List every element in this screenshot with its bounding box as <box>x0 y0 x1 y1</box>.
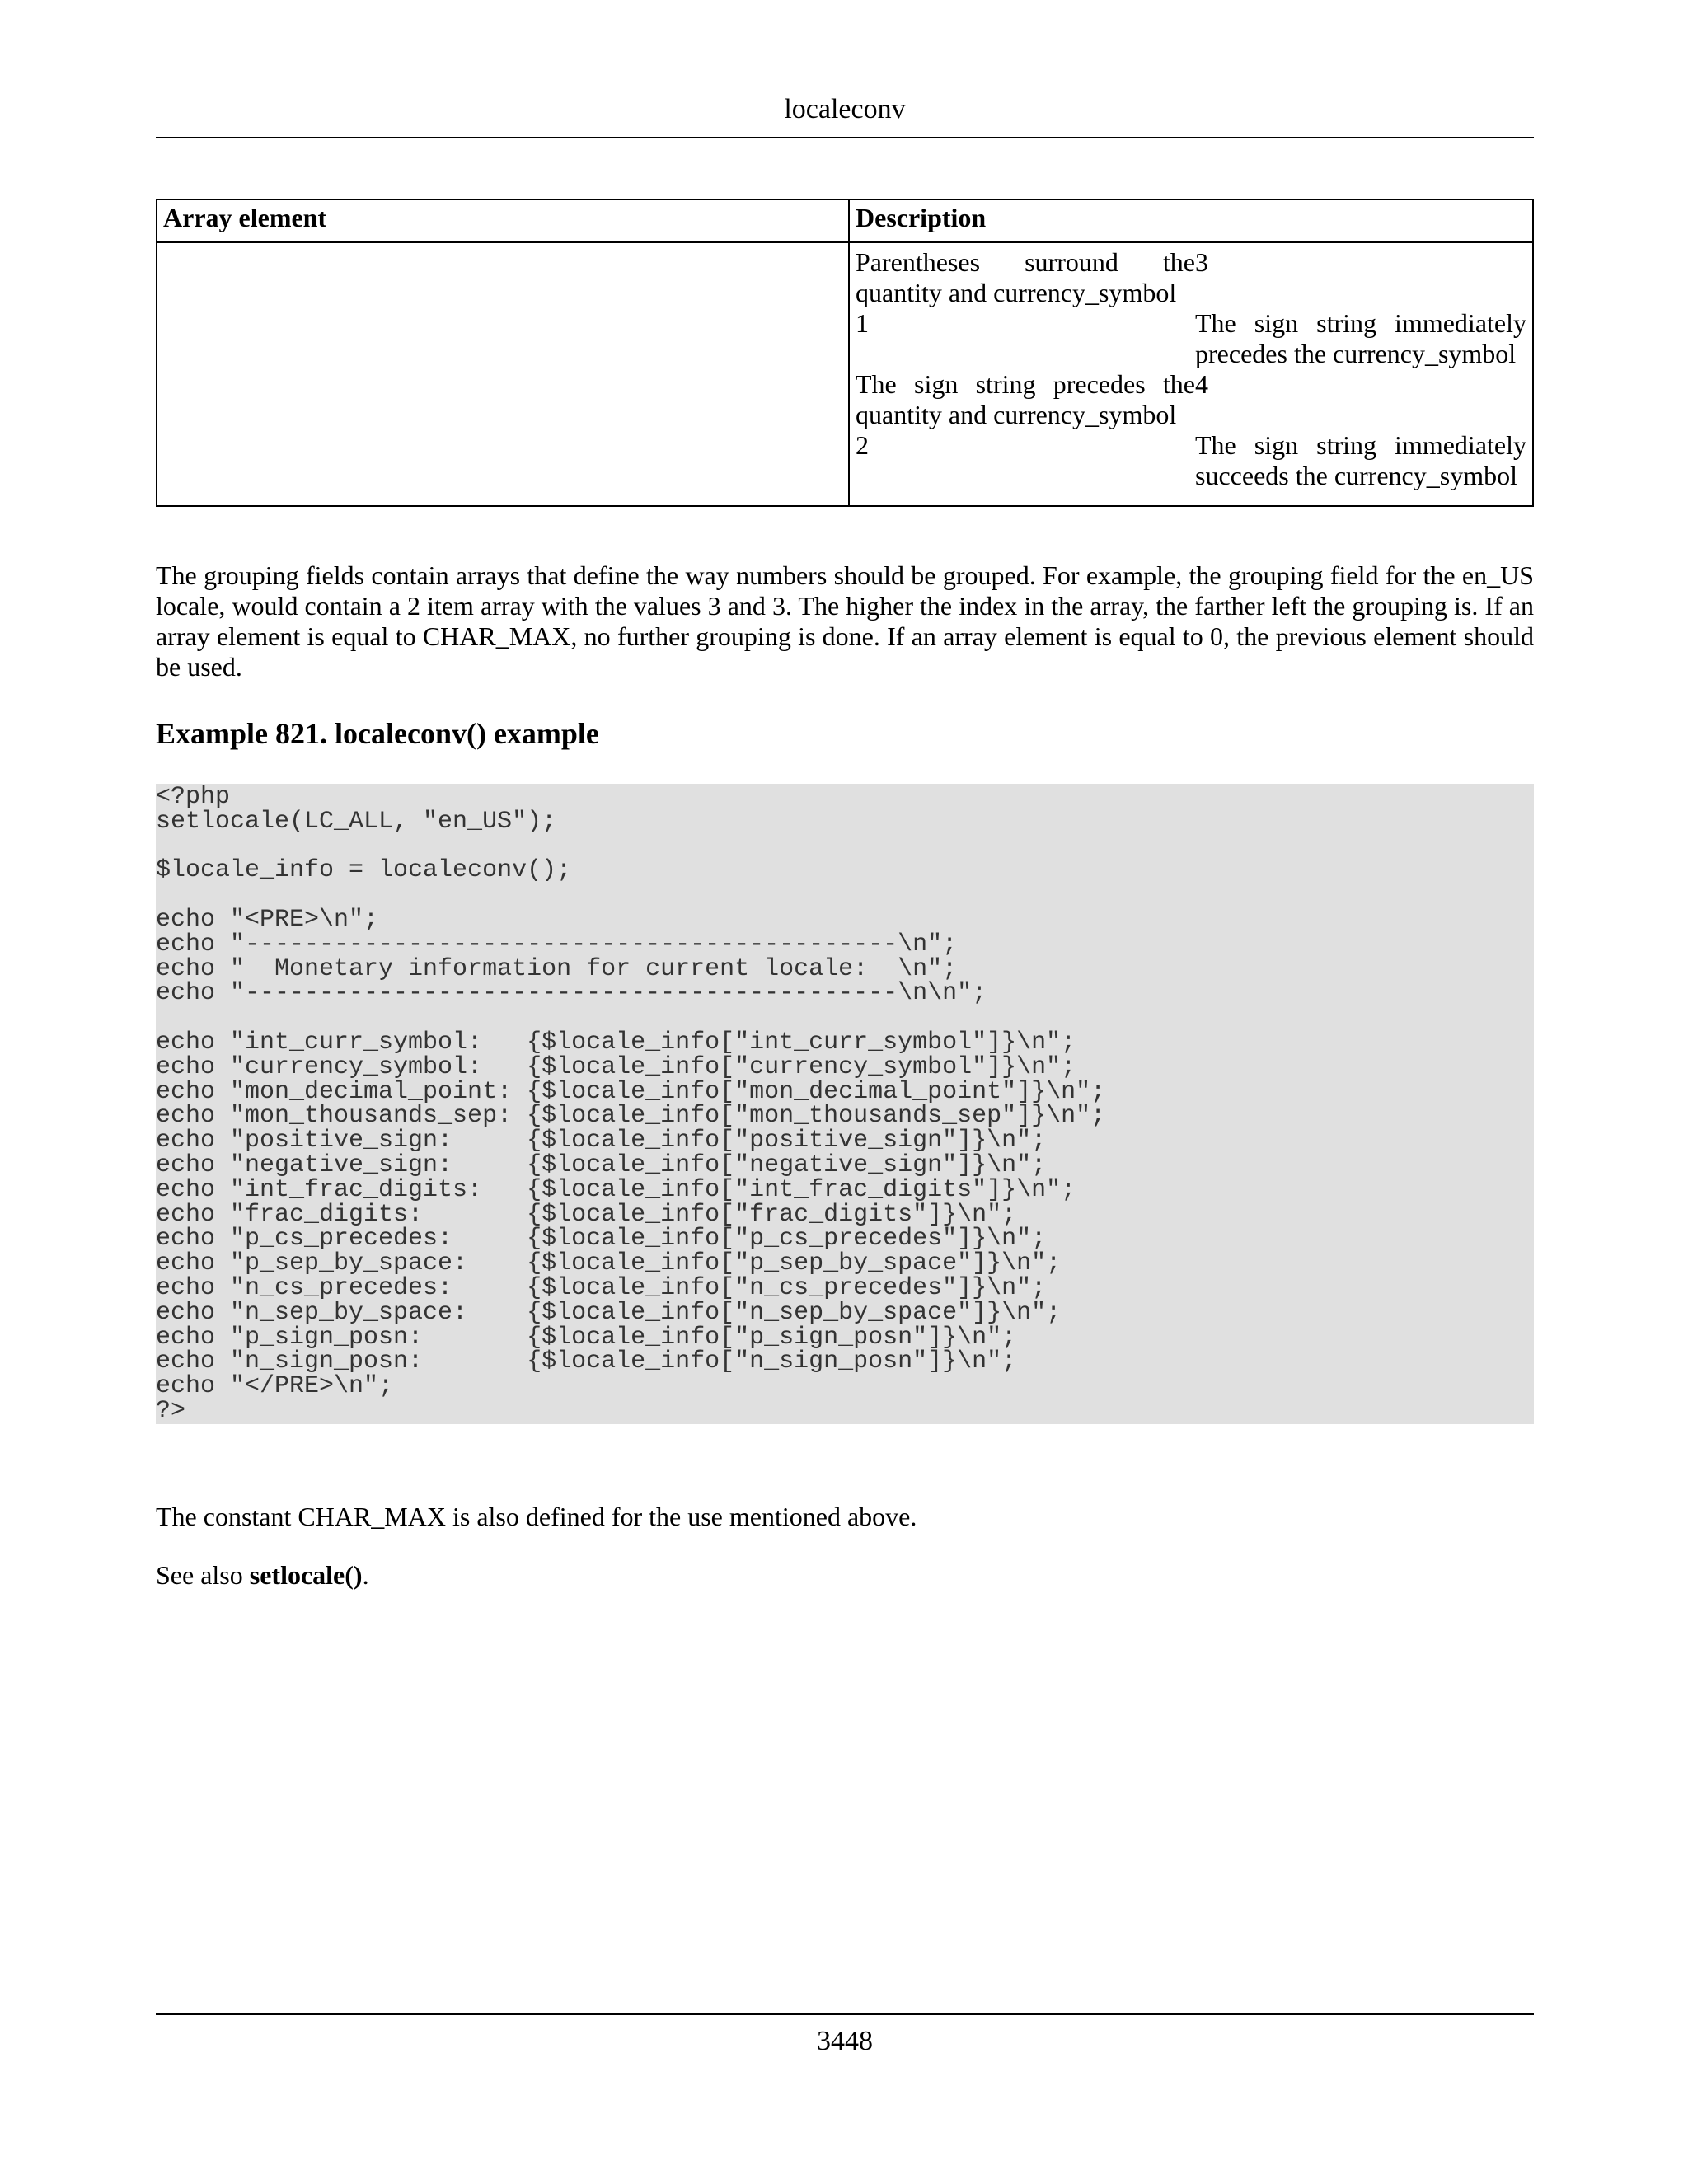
description-line <box>856 369 1526 400</box>
table-header-row <box>157 199 1533 242</box>
description-left: The sign string precedes the <box>856 369 1195 399</box>
table-row <box>157 242 1533 506</box>
page-header-title: localeconv <box>784 94 906 124</box>
setlocale-link[interactable]: setlocale() <box>249 1560 363 1590</box>
header-rule <box>156 137 1534 138</box>
description-right: The sign string immediately precedes the currency_symbol <box>1195 308 1526 368</box>
grouping-paragraph: The grouping fields contain arrays that define the way numbers should be grouped. For example, the grouping field for the en_US locale, would contain a 2 item array with the values 3 and 3. The higher the index in the array, the farther left the grouping is. If an array element is equal to CHAR_MAX, no further grouping is done. If an array element is equal to 0, the previous element should be used. <box>156 560 1534 682</box>
page-number: 3448 <box>817 2026 873 2056</box>
description-line <box>856 247 1526 278</box>
char-max-paragraph: The constant CHAR_MAX is also defined for the use mentioned above. <box>156 1502 917 1531</box>
array-element-table <box>156 199 1534 507</box>
description-cell <box>849 242 1533 506</box>
description-left: Parentheses surround the <box>856 247 1195 277</box>
column-header-description: Description <box>849 199 1533 242</box>
description-line <box>856 308 1526 369</box>
description-left: 1 <box>856 308 869 338</box>
description-left: 2 <box>856 430 869 460</box>
array-element-cell <box>157 242 849 506</box>
code-example-block: <?php setlocale(LC_ALL, "en_US"); $locale_info = localeconv(); echo "<PRE>\n"; echo "--------------------------------------------\n"; echo " Monetary information for current locale: \n"; echo "--------------------------------------------\n\n"; echo "int_curr_symbol: {$locale_info["int_curr_symbol"]}\n"; echo "currency_symbol: {$locale_info["currency_symbol"]}\n"; echo "mon_decimal_point: {$locale_info["mon_decimal_point"]}\n"; echo "mon_thousands_sep: {$locale_info["mon_thousands_sep"]}\n"; echo "positive_sign: {$locale_info["positive_sign"]}\n"; echo "negative_sign: {$locale_info["negative_sign"]}\n"; echo "int_frac_digits: {$locale_info["int_frac_digits"]}\n"; echo "frac_digits: {$locale_info["frac_digits"]}\n"; echo "p_cs_precedes: {$locale_info["p_cs_precedes"]}\n"; echo "p_sep_by_space: {$locale_info["p_sep_by_space"]}\n"; echo "n_cs_precedes: {$locale_info["n_cs_precedes"]}\n"; echo "n_sep_by_space: {$locale_info["n_sep_by_space"]}\n"; echo "p_sign_posn: {$locale_info["p_sign_posn"]}\n"; echo "n_sign_posn: {$locale_info["n_sign_posn"]}\n"; echo "</PRE>\n"; ?> <box>156 784 1534 1424</box>
description-line <box>856 400 1526 430</box>
description-right <box>1195 400 1526 430</box>
description-right: 3 <box>1195 247 1208 277</box>
description-left: quantity and currency_symbol <box>856 278 1177 307</box>
description-line <box>856 278 1526 308</box>
description-left: quantity and currency_symbol <box>856 400 1177 429</box>
description-right: The sign string immediately succeeds the currency_symbol <box>1195 430 1526 490</box>
see-also-suffix: . <box>362 1560 369 1590</box>
example-title: Example 821. localeconv() example <box>156 717 599 750</box>
description-right <box>1195 278 1526 308</box>
see-also-paragraph <box>156 1560 1534 1591</box>
footer-rule <box>156 2013 1534 2015</box>
description-line <box>856 430 1526 491</box>
see-also-prefix: See also <box>156 1560 250 1590</box>
column-header-array-element: Array element <box>157 199 849 242</box>
description-right: 4 <box>1195 369 1208 399</box>
